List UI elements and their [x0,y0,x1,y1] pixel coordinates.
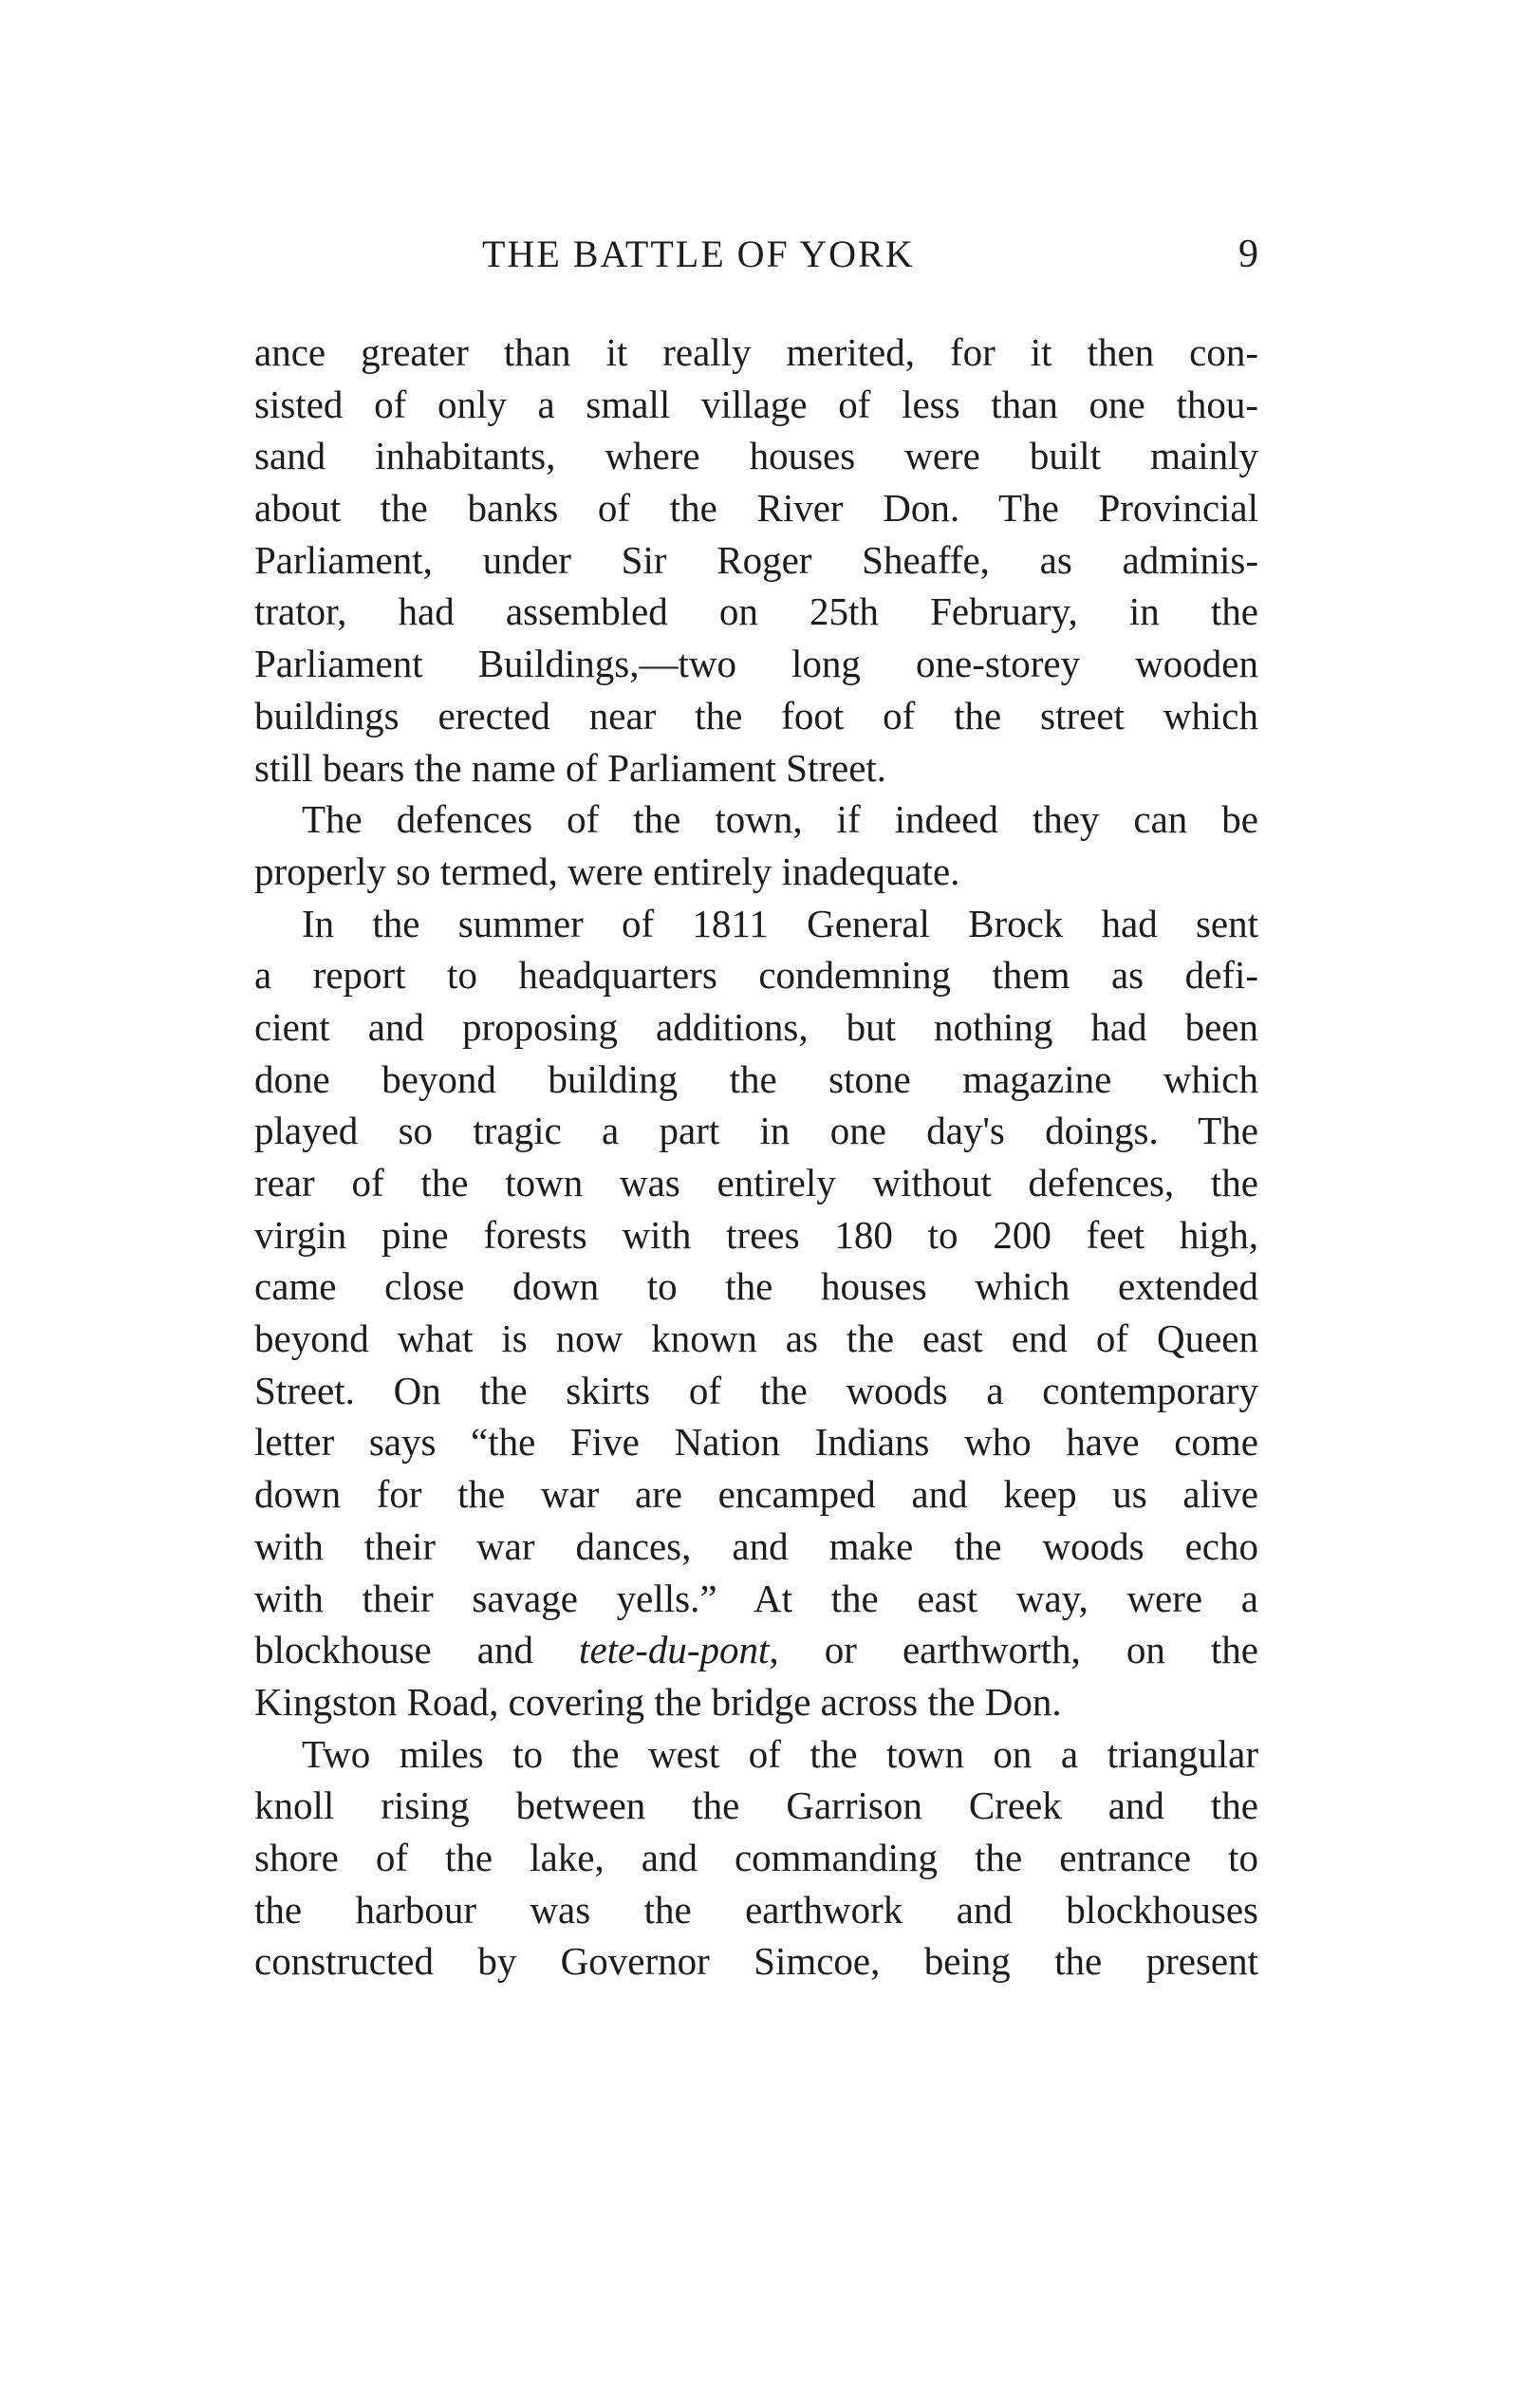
text-line: Parliament Buildings,—two long one-storey wooden [254,642,1258,686]
text-line: sand inhabitants, where houses were built mainly [254,434,1258,478]
body-text [254,327,1258,1988]
text-line: about the banks of the River Don. The Provincial [254,486,1258,531]
text-line: Parliament, under Sir Roger Sheaffe, as adminis- [254,537,1258,582]
italic-term: tete-du-pont, [579,1628,779,1672]
paragraph-start-line: In the summer of 1811 General Brock had sent [302,901,1258,945]
text-line: buildings erected near the foot of the street which [254,693,1258,737]
text-line: beyond what is now known as the east end of Queen [254,1316,1258,1361]
text-line: came close down to the houses which extended [254,1264,1258,1309]
text-line: sisted of only a small village of less than one thou- [254,382,1258,426]
text-line: shore of the lake, and commanding the entrance to [254,1835,1258,1879]
text-line: trator, had assembled on 25th February, in the [254,589,1258,634]
text-line: properly so termed, were entirely inadequate. [254,849,960,893]
text-line: Kingston Road, covering the bridge across the Don. [254,1679,1062,1724]
text-segment: or earthworth, on the [778,1628,1258,1672]
text-line: knoll rising between the Garrison Creek and the [254,1783,1258,1828]
text-line: done beyond building the stone magazine which [254,1056,1258,1101]
text-line: Street. On the skirts of the woods a contemporary [254,1368,1258,1412]
text-line: played so tragic a part in one day's doings. The [254,1109,1258,1153]
running-title: THE BATTLE OF YORK [482,233,915,275]
text-line: with their war dances, and make the woods echo [254,1523,1258,1568]
text-line: cient and proposing additions, but nothing had been [254,1004,1258,1049]
text-line: the harbour was the earthwork and blockhouses [254,1887,1258,1932]
text-line: constructed by Governor Simcoe, being the present [254,1939,1258,1984]
text-line: ance greater than it really merited, for it then con- [254,330,1258,374]
text-line: with their savage yells.” At the east way, were a [254,1576,1258,1620]
paragraph-start-line: The defences of the town, if indeed they can be [302,797,1258,842]
text-line: still bears the name of Parliament Street. [254,745,887,790]
text-segment: blockhouse and [254,1628,580,1672]
text-line: down for the war are encamped and keep us alive [254,1472,1258,1517]
page-number: 9 [1238,233,1258,276]
text-line-with-italic [254,1624,1258,1676]
text-line: a report to headquarters condemning them as defi- [254,953,1258,998]
paragraph-start-line: Two miles to the west of the town on a triangular [302,1731,1258,1776]
text-line: letter says “the Five Nation Indians who have come [254,1420,1258,1465]
text-line: rear of the town was entirely without defences, the [254,1161,1258,1204]
running-head [254,226,1258,283]
text-line: virgin pine forests with trees 180 to 200 feet high, [254,1212,1258,1257]
